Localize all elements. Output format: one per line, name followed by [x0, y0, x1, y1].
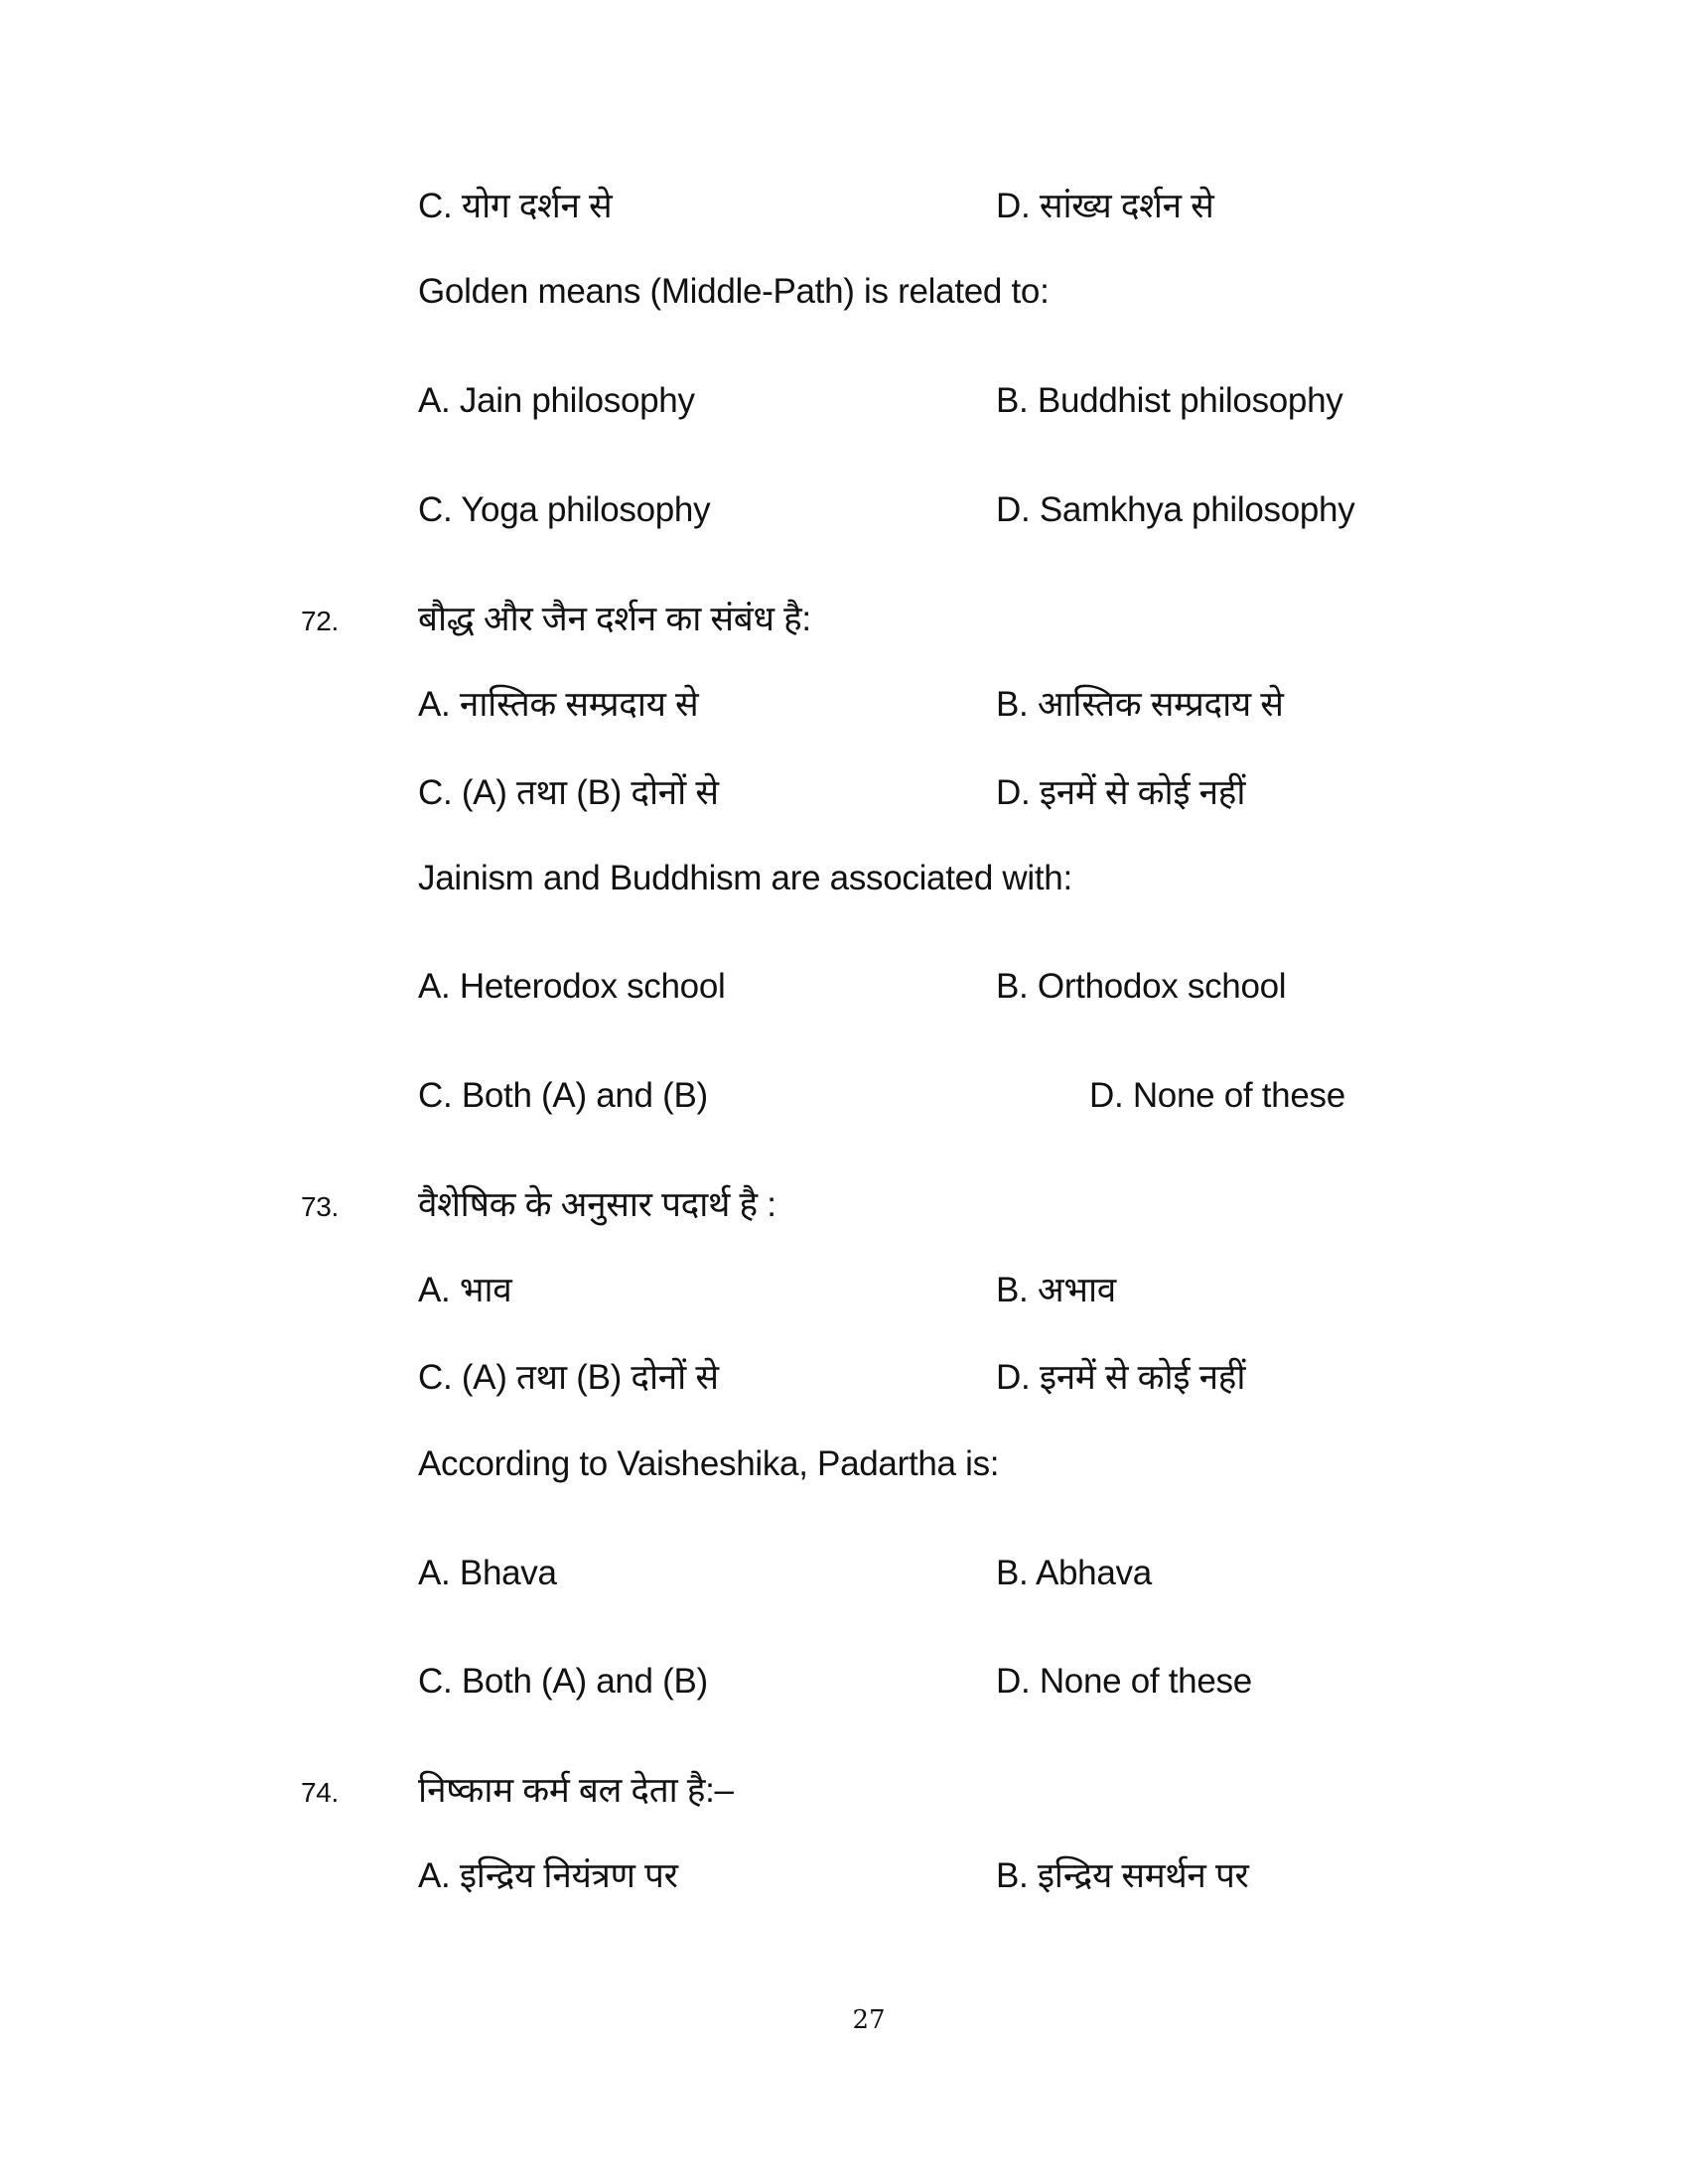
q71-en-option-b: B. Buddhist philosophy	[996, 381, 1343, 420]
q72-hi-question: बौद्ध और जैन दर्शन का संबंध है:	[418, 600, 811, 638]
q71-en-option-d: D. Samkhya philosophy	[996, 490, 1355, 529]
q72-en-option-d: D. None of these	[1089, 1076, 1345, 1115]
q71-hi-option-d: D. सांख्य दर्शन से	[996, 187, 1214, 225]
q73-hi-option-a: A. भाव	[418, 1271, 512, 1309]
q73-hi-option-c: C. (A) तथा (B) दोनों से	[418, 1358, 719, 1397]
q72-en-option-b: B. Orthodox school	[996, 967, 1287, 1006]
q74-number: 74.	[301, 1777, 340, 1808]
q71-en-option-c: C. Yoga philosophy	[418, 490, 711, 529]
q72-number: 72.	[301, 606, 340, 636]
q74-hi-option-b: B. इन्द्रिय समर्थन पर	[996, 1856, 1249, 1895]
q72-hi-option-d: D. इनमें से कोई नहीं	[996, 773, 1246, 812]
q72-en-question: Jainism and Buddhism are associated with:	[418, 859, 1072, 897]
q73-en-option-a: A. Bhava	[418, 1554, 557, 1592]
q72-hi-option-b: B. आस्तिक सम्प्रदाय से	[996, 685, 1284, 724]
q73-hi-option-d: D. इनमें से कोई नहीं	[996, 1358, 1246, 1397]
q72-en-option-a: A. Heterodox school	[418, 967, 726, 1006]
q72-hi-option-a: A. नास्तिक सम्प्रदाय से	[418, 685, 699, 724]
q73-hi-question: वैशेषिक के अनुसार पदार्थ है :	[418, 1185, 776, 1224]
q71-en-option-a: A. Jain philosophy	[418, 381, 695, 420]
q74-hi-question: निष्काम कर्म बल देता है:–	[418, 1771, 734, 1810]
q72-hi-option-c: C. (A) तथा (B) दोनों से	[418, 773, 719, 812]
q73-en-option-c: C. Both (A) and (B)	[418, 1662, 708, 1701]
q73-en-question: According to Vaisheshika, Padartha is:	[418, 1444, 1000, 1483]
q73-en-option-b: B. Abhava	[996, 1554, 1152, 1592]
q73-hi-option-b: B. अभाव	[996, 1271, 1116, 1309]
q74-hi-option-a: A. इन्द्रिय नियंत्रण पर	[418, 1856, 678, 1895]
q73-en-option-d: D. None of these	[996, 1662, 1252, 1701]
q71-en-question: Golden means (Middle-Path) is related to:	[418, 272, 1050, 311]
q72-en-option-c: C. Both (A) and (B)	[418, 1076, 708, 1115]
q73-number: 73.	[301, 1191, 340, 1222]
q71-hi-option-c: C. योग दर्शन से	[418, 187, 613, 225]
page-number: 27	[852, 2005, 886, 2035]
